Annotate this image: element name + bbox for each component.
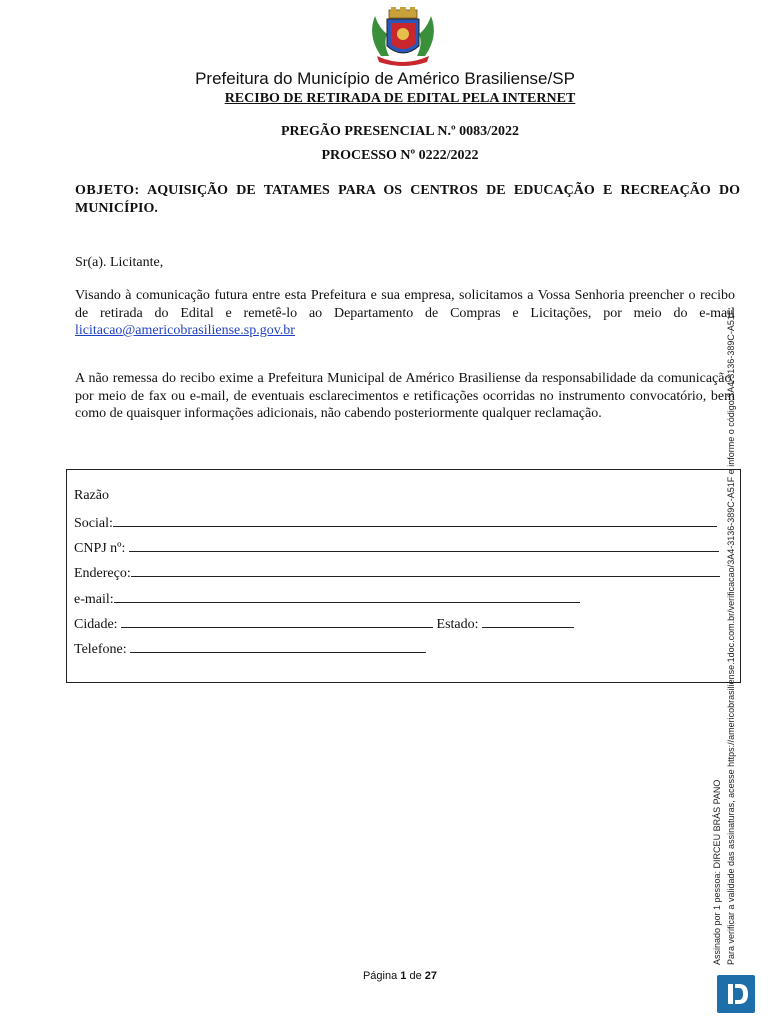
paragraph-communication-text: Visando à comunicação futura entre esta Prefeitura e sua empresa, solicitamos a Vossa Senhoria preencher o recibo de retirada do Edital e remetê-lo ao Departamento de Compras e Licitações, por meio do e-mail	[75, 288, 735, 321]
email-field[interactable]	[74, 590, 580, 608]
email-label: e-mail:	[74, 592, 114, 607]
razao-social-field[interactable]	[74, 514, 717, 532]
objeto-label: OBJETO:	[75, 183, 140, 198]
municipal-coat-of-arms	[363, 6, 443, 66]
salutation: Sr(a). Licitante,	[75, 255, 164, 270]
cidade-line[interactable]	[121, 615, 433, 628]
cnpj-field[interactable]	[74, 539, 719, 557]
page-number	[0, 970, 770, 982]
telefone-field[interactable]	[74, 640, 426, 658]
estado-label: Estado:	[436, 617, 479, 632]
page-current: 1	[400, 970, 407, 982]
page-prefix: Página	[362, 970, 398, 982]
paragraph-disclaimer: A não remessa do recibo exime a Prefeitura Municipal de Américo Brasiliense da responsabilidade da comunicação, por meio de fax ou e-mail, de eventuais esclarecimentos e retificações ocorridas no instrumento convocatório, bem como de quaisquer informações adicionais, não cabendo posteriormente qualquer reclamação.	[75, 371, 735, 421]
email-line[interactable]	[114, 590, 580, 603]
page-mid: de	[409, 970, 422, 982]
email-link[interactable]: licitacao@americobrasiliense.sp.gov.br	[75, 323, 295, 338]
cnpj-line[interactable]	[129, 539, 719, 552]
estado-line[interactable]	[482, 615, 574, 628]
page-total: 27	[424, 970, 438, 982]
1doc-logo-icon	[717, 975, 755, 1013]
endereco-label: Endereço:	[74, 566, 131, 581]
processo-number: PROCESSO Nº 0222/2022	[321, 148, 479, 163]
telefone-line[interactable]	[130, 640, 426, 653]
paragraph-communication	[75, 287, 735, 340]
municipality-title: Prefeitura do Município de Américo Brasiliense/SP	[195, 69, 575, 88]
cidade-label: Cidade:	[74, 617, 118, 632]
receipt-title: RECIBO DE RETIRADA DE EDITAL PELA INTERNET	[224, 91, 576, 106]
verification-notice: Para verificar a validade das assinaturas, acesse https://americobrasiliense.1doc.com.br/verificacao/3A4-3136-389C-A51F e informe o código 3A4-3136-389C-A51F	[726, 309, 736, 965]
objeto-text: AQUISIÇÃO DE TATAMES PARA OS CENTROS DE EDUCAÇÃO E RECREAÇÃO DO MUNICÍPIO.	[75, 183, 740, 216]
signature-notice: Assinado por 1 pessoa: DIRCEU BRÁS PANO	[712, 779, 722, 965]
cnpj-label: CNPJ nº:	[74, 541, 126, 556]
endereco-line[interactable]	[131, 564, 720, 577]
razao-label: Razão	[74, 488, 109, 503]
endereco-field[interactable]	[74, 564, 720, 582]
telefone-label: Telefone:	[74, 642, 127, 657]
social-line[interactable]	[113, 514, 717, 527]
cidade-estado-field[interactable]	[74, 615, 574, 633]
social-label: Social:	[74, 516, 113, 531]
pregao-number: PREGÃO PRESENCIAL N.º 0083/2022	[281, 124, 519, 139]
objeto-section	[75, 182, 740, 218]
